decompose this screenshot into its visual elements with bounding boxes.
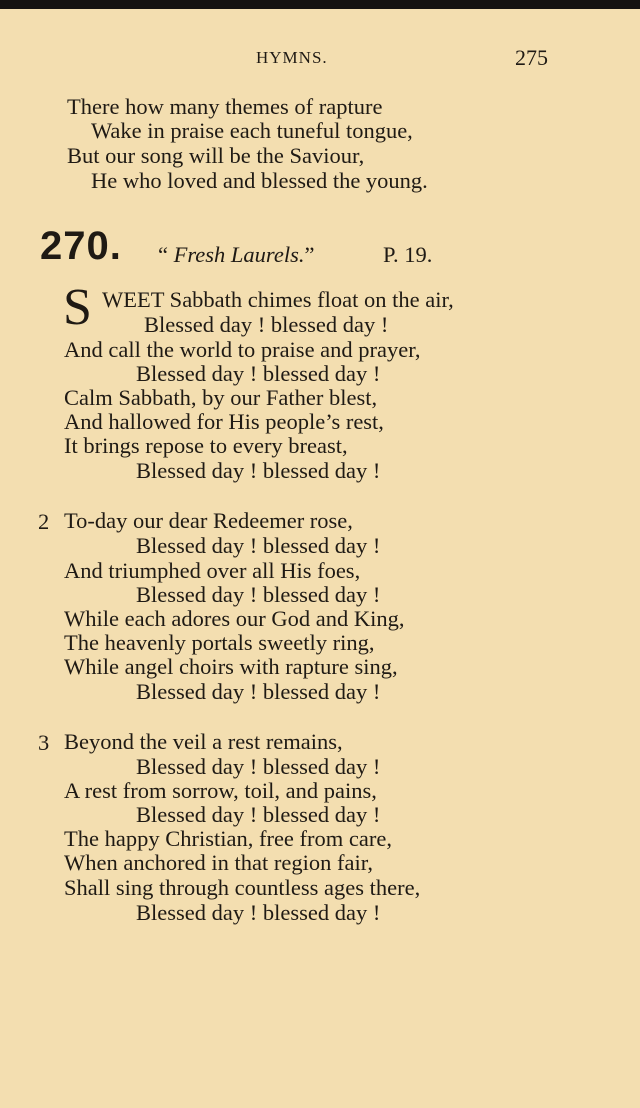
tune-close-quote: ” <box>304 242 315 267</box>
verse-line: A rest from sorrow, toil, and pains, <box>64 778 377 803</box>
verse-line: He who loved and blessed the young. <box>91 168 428 193</box>
verse-line: But our song will be the Saviour, <box>67 143 365 168</box>
verse-line: There how many themes of rapture <box>67 94 383 119</box>
refrain-line: Blessed day ! blessed day ! <box>136 754 381 779</box>
refrain-line: Blessed day ! blessed day ! <box>144 312 389 337</box>
verse-line: The heavenly portals sweetly ring, <box>64 630 375 655</box>
verse-line: When anchored in that region fair, <box>64 850 373 875</box>
refrain-line: Blessed day ! blessed day ! <box>136 802 381 827</box>
page-number: 275 <box>515 45 548 70</box>
refrain-line: Blessed day ! blessed day ! <box>136 679 381 704</box>
refrain-line: Blessed day ! blessed day ! <box>136 458 381 483</box>
refrain-line: Blessed day ! blessed day ! <box>136 533 381 558</box>
verse-line: To-day our dear Redeemer rose, <box>64 508 353 533</box>
verse-line: While each adores our God and King, <box>64 606 405 631</box>
drop-cap: S <box>63 279 92 336</box>
refrain-line: Blessed day ! blessed day ! <box>136 361 381 386</box>
verse-line: WEET Sabbath chimes float on the air, <box>102 287 454 312</box>
running-header: HYMNS. <box>256 48 328 67</box>
verse-line: Calm Sabbath, by our Father blest, <box>64 385 378 410</box>
hymn-number: 270. <box>40 224 122 268</box>
verse-line: And hallowed for His people’s rest, <box>64 409 384 434</box>
verse-line: Wake in praise each tuneful tongue, <box>91 118 413 143</box>
verse-line: It brings repose to every breast, <box>64 433 348 458</box>
verse-line: Shall sing through countless ages there, <box>64 875 421 900</box>
refrain-line: Blessed day ! blessed day ! <box>136 582 381 607</box>
tune-title: Fresh Laurels. <box>173 242 305 267</box>
stanza-number: 2 <box>38 509 50 534</box>
verse-line: While angel choirs with rapture sing, <box>64 654 398 679</box>
verse-line: And call the world to praise and prayer, <box>64 337 421 362</box>
page-top-edge <box>0 0 640 9</box>
refrain-line: Blessed day ! blessed day ! <box>136 900 381 925</box>
verse-line: The happy Christian, free from care, <box>64 826 392 851</box>
stanza-number: 3 <box>38 730 50 755</box>
tune-open-quote: “ <box>158 242 174 267</box>
tune-name <box>158 242 314 268</box>
verse-line: Beyond the veil a rest remains, <box>64 729 343 754</box>
verse-line: And triumphed over all His foes, <box>64 558 361 583</box>
hymn-meter: P. 19. <box>383 242 433 267</box>
